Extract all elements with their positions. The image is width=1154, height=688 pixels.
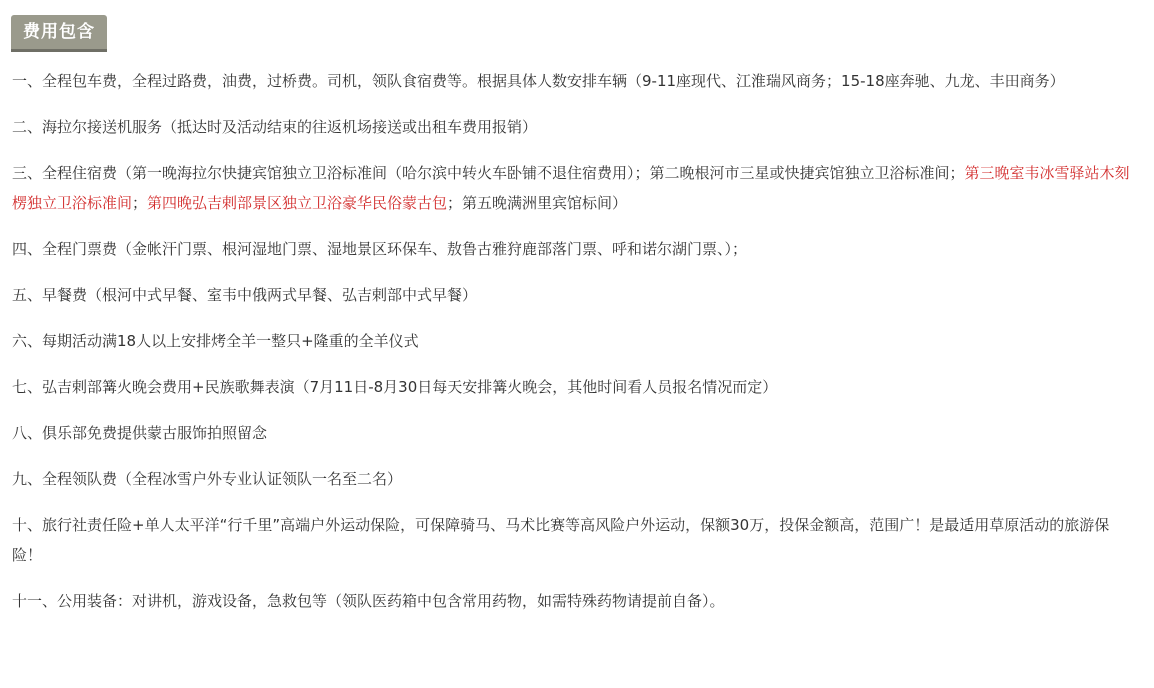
list-item-9: 九、全程领队费（全程冰雪户外专业认证领队一名至二名）: [12, 470, 403, 488]
list-item-3-text-a: 三、全程住宿费（第一晚海拉尔快捷宾馆独立卫浴标准间（哈尔滨中转火车卧铺不退住宿费用）；第二晚根河市三星或快捷宾馆独立卫浴标准间；: [12, 164, 965, 182]
list-item-3-highlight-night3: 第三晚室韦冰雪驿站木刻楞独立卫浴标准间: [12, 164, 1130, 212]
section-title: 费用包含: [11, 15, 107, 49]
list-item-4: 四、全程门票费（金帐汗门票、根河湿地门票、湿地景区环保车、敖鲁古雅狩鹿部落门票、呼和诺尔湖门票、）；: [12, 240, 748, 258]
list-item-3-separator: ；: [132, 194, 148, 212]
list-item-5: 五、早餐费（根河中式早餐、室韦中俄两式早餐、弘吉剌部中式早餐）: [12, 286, 478, 304]
list-item-8: 八、俱乐部免费提供蒙古服饰拍照留念: [12, 424, 268, 442]
list-item-3-highlight-night4: 第四晚弘吉剌部景区独立卫浴豪华民俗蒙古包: [147, 194, 448, 212]
list-item-6: 六、每期活动满18人以上安排烤全羊一整只+隆重的全羊仪式: [12, 332, 419, 350]
list-item-10: 十、旅行社责任险+单人太平洋“行千里”高端户外运动保险，可保障骑马、马术比赛等高风险户外运动，保额30万，投保金额高，范围广！是最适用草原活动的旅游保险！: [12, 516, 1110, 564]
list-item-1: 一、全程包车费，全程过路费，油费，过桥费。司机，领队食宿费等。根据具体人数安排车辆（9-11座现代、江淮瑞风商务；15-18座奔驰、九龙、丰田商务）: [12, 72, 1065, 90]
fee-inclusion-list: [12, 66, 1137, 632]
list-item-2: 二、海拉尔接送机服务（抵达时及活动结束的往返机场接送或出租车费用报销）: [12, 118, 538, 136]
list-item-11: 十一、公用装备：对讲机，游戏设备，急救包等（领队医药箱中包含常用药物，如需特殊药物请提前自备）。: [12, 592, 725, 610]
section-header: [11, 15, 107, 49]
list-item-3-text-b: ；第五晚满洲里宾馆标间）: [447, 194, 628, 212]
list-item-7: 七、弘吉剌部篝火晚会费用+民族歌舞表演（7月11日-8月30日每天安排篝火晚会，其他时间看人员报名情况而定）: [12, 378, 778, 396]
list-item-3: [12, 158, 1137, 218]
